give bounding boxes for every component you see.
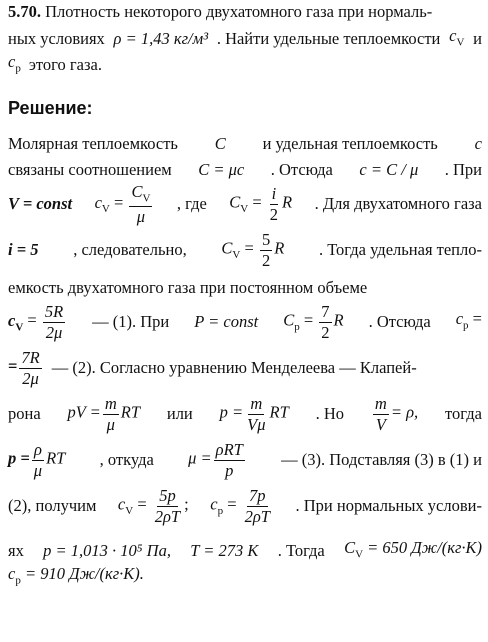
solution-line-3 (8, 181, 482, 226)
p-const: P = const (194, 312, 259, 331)
specific-capacity-symbol: c (474, 134, 482, 153)
solution-text: — (3). Подставляя (3) в (1) и (281, 450, 482, 469)
Cp-fraction: $C_p$ = $\frac{7}{2}$ R (283, 302, 344, 342)
problem-line-3 (8, 52, 482, 78)
solution-text: — (2). Согласно уравнению Менделеева — Клапей- (51, 358, 417, 377)
problem-number: 5.70. (8, 2, 41, 21)
solution-text: . Отсюда (368, 312, 431, 331)
cv-symbol: $c_V$ (449, 26, 465, 49)
cp-eq-2: = $\frac{7R}{2\mu}$ (8, 348, 40, 388)
solution-text: (2), получим (8, 496, 97, 515)
problem-text: и (473, 29, 482, 49)
solution-line-11 (8, 538, 482, 564)
problem-text: . Найти удельные теплоемкости (216, 29, 441, 49)
cv-result: $C_V = 650$ Дж/(кг·К) (344, 538, 482, 561)
solution-text: . Тогда (277, 541, 325, 561)
solution-line-12 (8, 564, 482, 590)
solution-text: рона (8, 404, 41, 423)
solution-text: — (1). При (92, 312, 170, 331)
mendeleev-eq: pV = $\frac{m}{\mu}$ RT (67, 394, 140, 434)
solution-line-9 (8, 442, 482, 478)
cv-eq-1: $c_V$ = $\frac{5R}{2\mu}$ (8, 302, 64, 342)
solution-text: тогда (445, 404, 482, 423)
i-equals-5: i = 5 (8, 240, 39, 259)
solution-text: связаны соотношением (8, 160, 172, 179)
p-eq: p = $\frac{m}{V\mu}$ RT (219, 394, 289, 434)
solution-text: емкость двухатомного газа при постоянном объеме (8, 278, 368, 297)
solution-text: Молярная теплоемкость (8, 134, 178, 153)
equation-c-mu: C = μc (198, 160, 245, 179)
cv-final-fraction: $c_V$ = $\frac{5p}{2\rho T}$ ; (117, 486, 189, 526)
mu-eq: μ = $\frac{\text{ρRT}}{p}$ (188, 440, 243, 480)
solution-line-4 (8, 232, 482, 268)
solution-text: , следовательно, (73, 240, 187, 259)
cp-final-fraction: $c_p$ = $\frac{7p}{2\rho T}$ (210, 486, 270, 526)
density-eq: $\frac{m}{V}$ = ρ, (374, 394, 419, 434)
density-equation: ρ = 1,43 кг/м³ (113, 29, 209, 49)
cp-result: $c_p = 910$ Дж/(кг·К). (8, 564, 144, 587)
v-const: V = const (8, 194, 73, 213)
problem-line-2 (8, 26, 482, 52)
CV-value-fraction: $C_V$ = $\frac{5}{2}$ R (221, 230, 285, 270)
solution-text: , где (176, 194, 207, 213)
solution-heading: Решение: (8, 98, 93, 118)
solution-line-1 (8, 134, 482, 154)
problem-text: этого газа. (28, 55, 102, 75)
solution-text: . Но (315, 404, 345, 423)
solution-line-5 (8, 278, 482, 298)
cp-symbol: $c_p$ (8, 52, 21, 75)
cp-lhs: $c_p$ = (455, 308, 482, 332)
problem-line-1 (8, 2, 482, 22)
solution-line-10 (8, 488, 482, 524)
solution-text: , откуда (99, 450, 154, 469)
solution-line-6 (8, 304, 482, 340)
solution-line-8 (8, 396, 482, 432)
solution-text: . Для двухатомного газа (314, 194, 482, 213)
solution-line-7 (8, 350, 482, 386)
cv-fraction: $c_V$ = $\frac{C_V}{\mu}$ (94, 181, 151, 226)
solution-line-2 (8, 160, 482, 180)
solution-text: и удельная теплоемкость (262, 134, 438, 153)
p-rho-eq: p = $\frac{\rho}{\mu}$ RT (8, 440, 66, 480)
problem-text: ных условиях (8, 29, 105, 49)
solution-text: ях (8, 541, 24, 561)
molar-capacity-symbol: C (214, 134, 226, 153)
solution-text: или (166, 404, 193, 423)
temperature-value: T = 273 К (190, 541, 259, 561)
solution-text: . При (444, 160, 482, 179)
problem-text: Плотность некоторого двухатомного газа при нормаль- (45, 2, 433, 21)
pressure-value: p = 1,013 · 10⁵ Па, (43, 541, 171, 561)
CV-fraction: $C_V$ = $\frac{i}{2}$ R (229, 184, 293, 224)
equation-c: c = C / μ (359, 160, 419, 179)
solution-text: . Отсюда (270, 160, 333, 179)
solution-text: . При нормальных услови- (295, 496, 482, 515)
solution-text: . Тогда удельная тепло- (318, 240, 482, 259)
